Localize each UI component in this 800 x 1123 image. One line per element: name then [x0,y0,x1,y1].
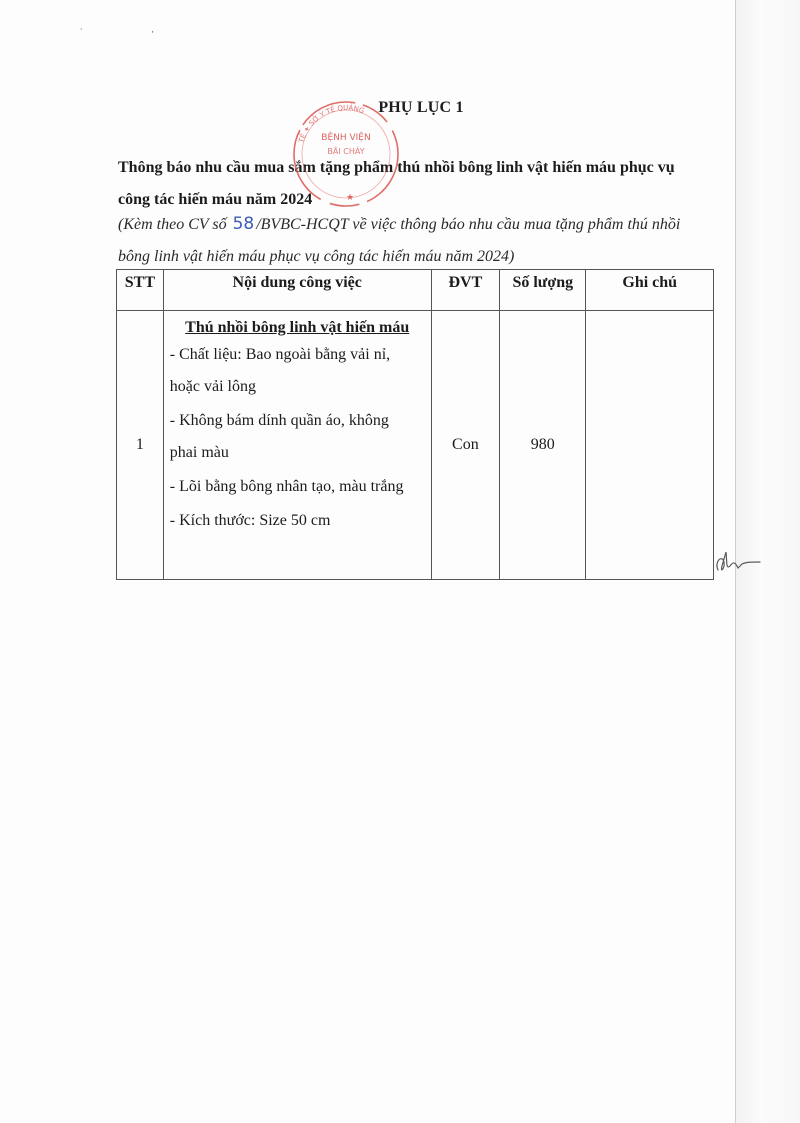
subtitle-prefix: (Kèm theo CV số [118,216,227,233]
spec-line: phai màu [169,444,229,461]
table-row [117,311,714,580]
notice-subtitle [118,208,733,273]
cell-content [163,311,431,580]
cell-note [586,311,714,580]
cell-quantity: 980 [500,311,586,580]
spec-line: - Lõi bằng bông nhân tạo, màu trắng [169,478,404,495]
handwritten-document-number: 58 [232,214,255,234]
stamp-text-top: BỆNH VIỆN [321,133,371,143]
notice-title [118,152,730,216]
subtitle-rest: /BVBC-HCQT về việc thông báo nhu cầu mua tặng phẩm thú nhồi [256,216,681,233]
spec-line: - Kích thước: Size 50 cm [169,512,331,529]
notice-title-line2: công tác hiến máu năm 2024 [118,191,313,208]
table-header-row [117,270,714,311]
header-note: Ghi chú [586,270,714,311]
appendix-title: PHỤ LỤC 1 [378,99,464,116]
header-content: Nội dung công việc [163,270,431,311]
cell-stt: 1 [117,311,164,580]
header-stt: STT [117,270,164,311]
subtitle-line2: bông linh vật hiến máu phục vụ công tác hiến máu năm 2024) [118,248,515,265]
spec-line: - Chất liệu: Bao ngoài bằng vải nỉ, [169,346,391,363]
spec-line: - Không bám dính quần áo, không [169,412,389,429]
handwritten-initial-signature [712,548,762,578]
svg-text:TẾ ✦ SỞ Y TẾ QUẢNG: TẾ ✦ SỞ Y TẾ QUẢNG [297,103,366,144]
header-unit: ĐVT [431,270,500,311]
cell-unit: Con [431,311,500,580]
header-quantity: Số lượng [500,270,586,311]
notice-title-line1: Thông báo nhu cầu mua sắm tặng phẩm thú nhồi bông linh vật hiến máu phục vụ [118,159,675,176]
scan-specks: ⸱ , [80,25,154,35]
spec-line: hoặc vải lông [169,378,256,395]
svg-text:★: ★ [345,193,355,203]
item-name: Thú nhồi bông linh vật hiến máu [185,319,410,336]
stamp-text-bottom: BÃI CHÁY [327,147,365,156]
requirements-table [116,269,714,580]
